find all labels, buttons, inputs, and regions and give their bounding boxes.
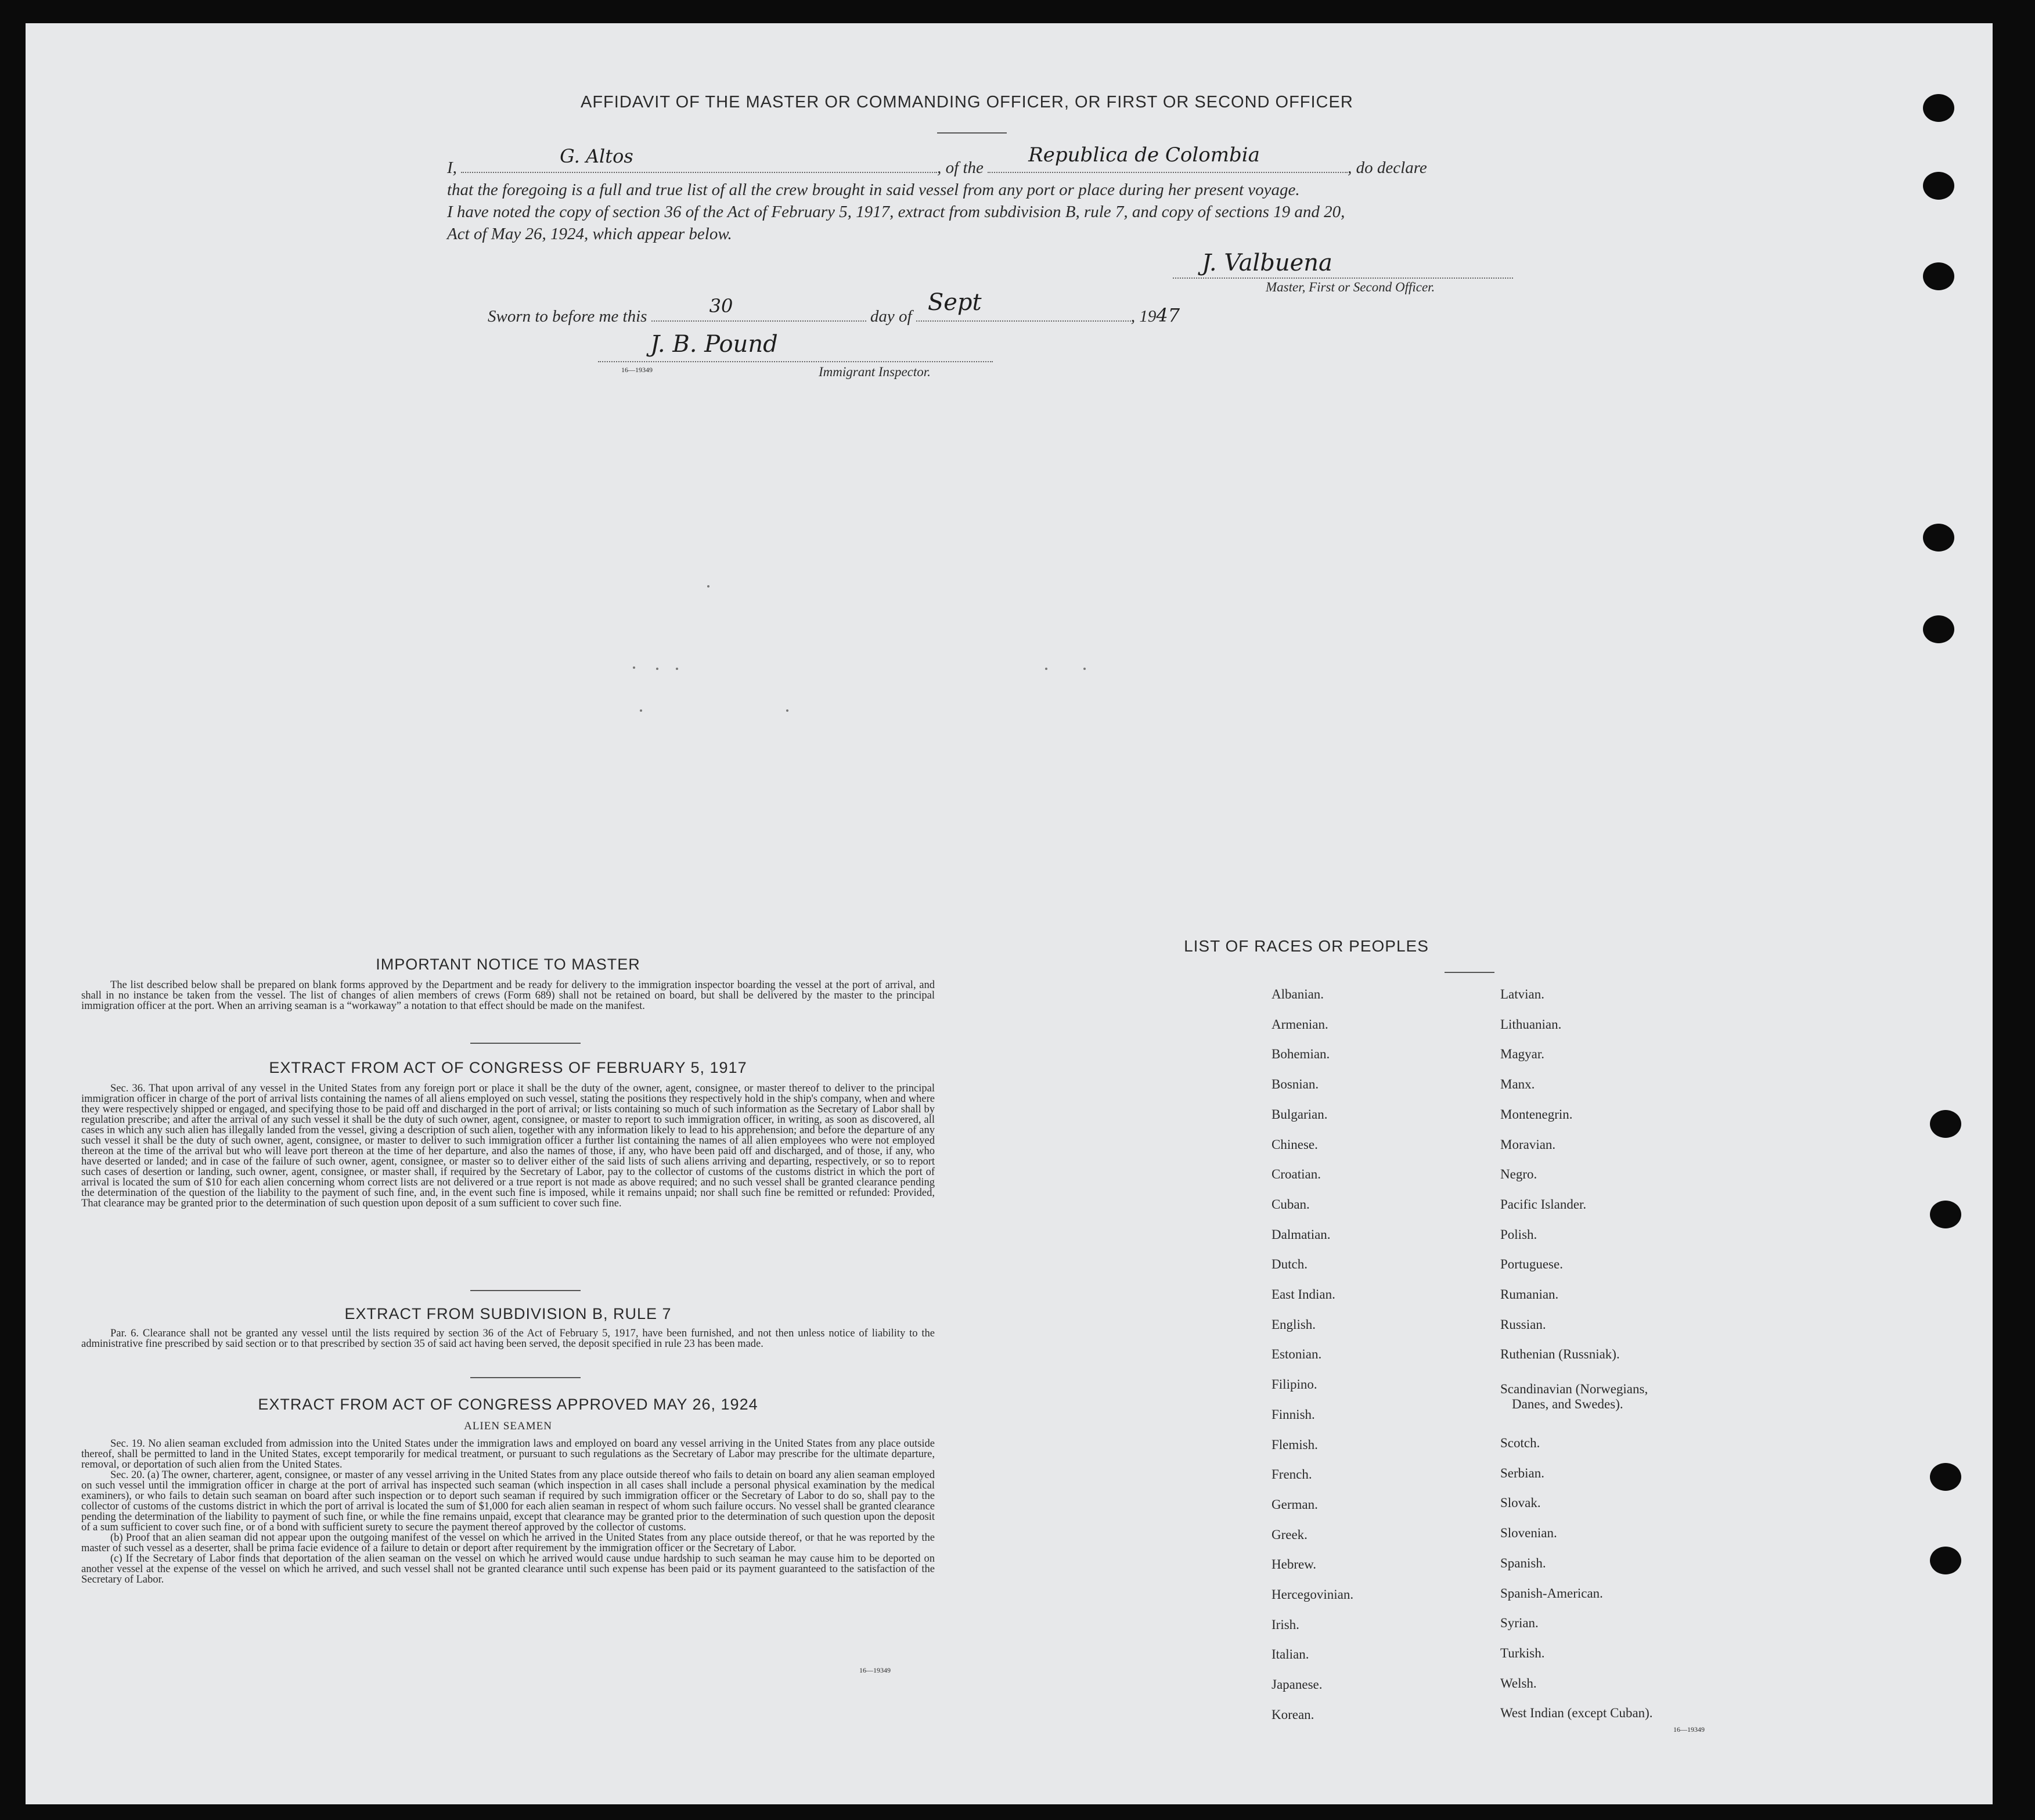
- race-item: Albanian.: [1272, 987, 1324, 1001]
- binder-hole: [1930, 1547, 1961, 1574]
- race-item: Negro.: [1500, 1167, 1537, 1182]
- divider: [470, 1043, 581, 1044]
- race-item: English.: [1272, 1317, 1316, 1332]
- race-item: Armenian.: [1272, 1017, 1328, 1032]
- race-item: Manx.: [1500, 1077, 1535, 1092]
- binder-hole: [1923, 94, 1954, 122]
- race-item: Greek.: [1272, 1527, 1308, 1542]
- vessel-name-handwriting: Republica de Colombia: [1028, 143, 1260, 167]
- race-item: Dalmatian.: [1272, 1227, 1331, 1242]
- affidavit-of-the: , of the: [937, 158, 984, 177]
- divider: [470, 1290, 581, 1291]
- blank-mark: [676, 668, 678, 670]
- race-item: Cuban.: [1272, 1196, 1310, 1212]
- race-item: Croatian.: [1272, 1167, 1321, 1182]
- blank-mark: [786, 709, 788, 712]
- race-item: Portuguese.: [1500, 1257, 1563, 1272]
- sworn-month-field: [916, 289, 1131, 322]
- sworn-day-handwriting: 30: [709, 295, 733, 317]
- race-item: Scandinavian (Norwegians,: [1500, 1382, 1648, 1396]
- affidavit-form-number: 16—19349: [621, 366, 653, 374]
- race-item: Syrian.: [1500, 1616, 1539, 1631]
- extract-1917-text: [81, 1083, 935, 1209]
- affidavit-i: I,: [447, 158, 457, 177]
- race-item: Lithuanian.: [1500, 1017, 1562, 1032]
- race-item: Rumanian.: [1500, 1287, 1559, 1302]
- race-item: Bohemian.: [1272, 1047, 1330, 1062]
- blank-mark: [656, 668, 658, 670]
- race-item: Polish.: [1500, 1227, 1537, 1242]
- race-item: Slovenian.: [1500, 1526, 1557, 1541]
- blank-mark: [1083, 668, 1086, 670]
- race-item: Finnish.: [1272, 1407, 1315, 1422]
- notice-paragraph: The list described below shall be prepared on blank forms approved by the Department and be ready for delivery to the immigration inspector boarding the vessel at the port of arrival, and shall in no instance be taken from the vessel. The list of changes of alien members of crews (Form 689) shall not be retained on board, but shall be delivered by the master to the principal immigration officer at the port. When an arriving seaman is a “workaway” a notation to that effect should be made on the manifest.: [81, 979, 935, 1012]
- race-item: Dutch.: [1272, 1257, 1308, 1272]
- extract-rule7-title: EXTRACT FROM SUBDIVISION B, RULE 7: [344, 1305, 672, 1322]
- race-item: Slovak.: [1500, 1495, 1541, 1511]
- race-item: Turkish.: [1500, 1645, 1545, 1660]
- extract-form-number: 16—19349: [859, 1666, 891, 1674]
- divider: [470, 1377, 581, 1378]
- sec-36-paragraph: Sec. 36. That upon arrival of any vessel in the United States from any foreign port or place it shall be the duty of the owner, agent, consignee, or master thereof to deliver to the principal immigration officer in charge of the port of arrival lists containing the names of all aliens employed on such vessel, stating the positions they respectively hold in the ship's company, when and where they were respectively shipped or engaged, and specifying those to be paid off and discharged in the port of arrival; or lists containing so much of such information as the Secretary of Labor shall by regulation prescribe; and after the arrival of any such vessel it shall be the duty of such owner, agent, consignee, or master to report to such immigration officer, in writing, as soon as discovered, all cases in which any such alien has illegally landed from the vessel, giving a description of such alien, together with any information likely to lead to his apprehension; and before the departure of any such vessel it shall be the duty of such owner, agent, consignee, or master to deliver to such immigration officer a further list containing the names of all alien employees who were not employed thereon at the time of the arrival but who will leave port thereon at the time of her departure, and also the names of those, if any, who have been paid off and discharged, and of those, if any, who have deserted or landed; and in case of the failure of such owner, agent, consignee, or master so to deliver either of the said lists of such aliens arriving and departing, respectively, or so to report such cases of desertion or landing, such owner, agent, consignee, or master shall, if required by the Secretary of Labor, pay to the collector of customs of the customs district in which the port of arrival is located the sum of $10 for each alien concerning whom correct lists are not delivered or a true report is not made as above required; and no such vessel shall be granted clearance pending the determination of the question of the liability to the payment of such fine, and, in the event such fine is imposed, while it remains unpaid; nor shall such fine be remitted or refunded: Provided, That clearance may be granted prior to the determination of such question upon deposit of a sum sufficient to cover such fine.: [81, 1083, 935, 1209]
- blank-mark: [640, 709, 642, 712]
- blank-mark: [633, 666, 635, 669]
- inspector-signature-line: [598, 361, 993, 362]
- race-item: Welsh.: [1500, 1675, 1537, 1691]
- race-item: West Indian (except Cuban).: [1500, 1706, 1653, 1721]
- blank-mark: [1045, 668, 1047, 670]
- extract-1924-text: [81, 1439, 935, 1585]
- binder-hole: [1923, 172, 1954, 200]
- sec-19-paragraph: Sec. 19. No alien seaman excluded from admission into the United States under the immigration laws and employed on board any vessel arriving in the United States from any place outside thereof, shall be permitted to land in the United States, except temporarily for medical treatment, or pursuant to such regulations as the Secretary of Labor may prescribe for the ultimate departure, removal, or deportation of such alien from the United States.: [81, 1438, 935, 1471]
- race-item: Ruthenian (Russniak).: [1500, 1347, 1620, 1362]
- binder-hole: [1923, 615, 1954, 643]
- binder-hole: [1930, 1463, 1961, 1491]
- race-item: Moravian.: [1500, 1137, 1556, 1152]
- extract-1924-title: EXTRACT FROM ACT OF CONGRESS APPROVED MAY 26, 1924: [258, 1396, 758, 1413]
- sworn-day-field: [651, 295, 866, 322]
- race-item: Japanese.: [1272, 1677, 1323, 1692]
- title-divider: [937, 132, 1007, 134]
- race-item: Pacific Islander.: [1500, 1196, 1587, 1212]
- race-item: Flemish.: [1272, 1437, 1318, 1452]
- inspector-signature: J. B. Pound: [650, 331, 778, 358]
- blank-mark: [707, 585, 709, 588]
- races-title: LIST OF RACES OR PEOPLES: [1184, 937, 1429, 955]
- race-item: Hebrew.: [1272, 1557, 1317, 1572]
- master-name-handwriting: G. Altos: [560, 145, 633, 167]
- extract-1917-title: EXTRACT FROM ACT OF CONGRESS OF FEBRUARY 5, 1917: [269, 1059, 747, 1076]
- race-item: Chinese.: [1272, 1137, 1318, 1152]
- race-item: Magyar.: [1500, 1047, 1545, 1062]
- race-item: Montenegrin.: [1500, 1107, 1573, 1122]
- race-item: Spanish-American.: [1500, 1585, 1603, 1601]
- race-item: Filipino.: [1272, 1377, 1317, 1392]
- affidavit-line-3: I have noted the copy of section 36 of the Act of February 5, 1917, extract from subdivision B, rule 7, and copy of sections 19 and 20,: [447, 203, 1345, 221]
- day-of-text: day of: [870, 307, 912, 326]
- affidavit-do-declare: , do declare: [1348, 158, 1427, 177]
- alien-seamen-subtitle: ALIEN SEAMEN: [464, 1420, 552, 1432]
- affidavit-line-1: [447, 143, 1539, 179]
- race-item: Estonian.: [1272, 1347, 1322, 1362]
- sworn-text: Sworn to before me this: [488, 307, 647, 326]
- race-item: Italian.: [1272, 1647, 1309, 1662]
- race-item: Spanish.: [1500, 1555, 1546, 1570]
- race-item: Bosnian.: [1272, 1077, 1319, 1092]
- vessel-name-field: [988, 143, 1348, 173]
- race-item: Russian.: [1500, 1317, 1546, 1332]
- race-item: Korean.: [1272, 1707, 1314, 1722]
- master-caption: Master, First or Second Officer.: [1266, 280, 1435, 294]
- race-item: Scotch.: [1500, 1436, 1540, 1450]
- affidavit-line-2: that the foregoing is a full and true list of all the crew brought in said vessel from any port or place during her present voyage.: [447, 181, 1300, 199]
- sec-20c-paragraph: (c) If the Secretary of Labor finds that deportation of the alien seaman on the vessel on which he arrived would cause undue hardship to such seaman he may cause him to be deported on another vessel at the expense of the vessel on which he arrived, and such vessel shall not be granted clearance until such expense has been paid or its payment guaranteed to the satisfaction of the Secretary of Labor.: [81, 1553, 935, 1585]
- affidavit-body: [447, 143, 1539, 245]
- race-item: German.: [1272, 1497, 1318, 1512]
- race-item: Bulgarian.: [1272, 1107, 1328, 1122]
- year-prefix: , 19: [1130, 307, 1157, 326]
- binder-hole: [1923, 262, 1954, 290]
- master-signature: J. Valbuena: [1202, 250, 1332, 276]
- master-name-field: [461, 145, 937, 173]
- binder-hole: [1923, 524, 1954, 552]
- inspector-caption: Immigrant Inspector.: [819, 365, 931, 379]
- race-item: Irish.: [1272, 1617, 1299, 1632]
- races-form-number: 16—19349: [1673, 1725, 1705, 1733]
- binder-hole: [1930, 1201, 1961, 1228]
- binder-hole: [1930, 1110, 1961, 1138]
- sec-20a-paragraph: Sec. 20. (a) The owner, charterer, agent, consignee, or master of any vessel arriving in the United States from any place outside thereof who fails to detain on board any alien seaman employed on such vessel until the immigration officer in charge at the port of arrival has inspected such seaman (which inspection in all cases shall include a personal physical examination by the medical examiners), or who fails to detain such seaman on board after such inspection or to deport such seaman if required by such immigration officer or the Secretary of Labor to do so, shall pay to the collector of customs of the customs district in which the port of arrival is located the sum of $1,000 for each alien seaman in respect of whom such failure occurs. No vessel shall be granted clearance pending the determination of the liability to payment of such fine, or while the fine remains unpaid, except that clearance may be granted prior to the determination of such question upon the deposit of a sum sufficient to cover such fine, or of a bond with sufficient surety to secure the payment thereof approved by the collector of customs.: [81, 1469, 935, 1533]
- sec-20b-paragraph: (b) Proof that an alien seaman did not appear upon the outgoing manifest of the vessel on which he arrived in the United States from any place outside thereof, or that he was reported by the master of such vessel as a deserter, shall be prima facie evidence of a failure to detain or deport after requirement by the immigration officer or the Secretary of Labor.: [81, 1532, 935, 1554]
- extract-rule7-text: [81, 1328, 935, 1349]
- notice-text: [81, 980, 935, 1011]
- race-item: Serbian.: [1500, 1465, 1545, 1480]
- notice-title: IMPORTANT NOTICE TO MASTER: [376, 956, 640, 973]
- year-handwriting: 47: [1156, 304, 1180, 326]
- race-item: Hercegovinian.: [1272, 1587, 1354, 1602]
- master-signature-line: [1173, 277, 1513, 279]
- par-6-paragraph: Par. 6. Clearance shall not be granted any vessel until the lists required by section 36 of the Act of February 5, 1917, have been furnished, and not then unless notice of liability to the administrative fine prescribed by said section or to that prescribed by section 35 of said act having been served, the deposit specified in rule 23 has been made.: [81, 1328, 935, 1350]
- race-item: East Indian.: [1272, 1287, 1335, 1302]
- race-item: Danes, and Swedes).: [1512, 1397, 1623, 1411]
- races-divider: [1445, 972, 1494, 973]
- sworn-month-handwriting: Sept: [927, 289, 982, 316]
- race-item: French.: [1272, 1467, 1312, 1482]
- race-item: Latvian.: [1500, 987, 1544, 1001]
- sworn-line: [488, 289, 1301, 326]
- affidavit-title: AFFIDAVIT OF THE MASTER OR COMMANDING OFFICER, OR FIRST OR SECOND OFFICER: [581, 93, 1353, 111]
- affidavit-line-4: Act of May 26, 1924, which appear below.: [447, 225, 732, 243]
